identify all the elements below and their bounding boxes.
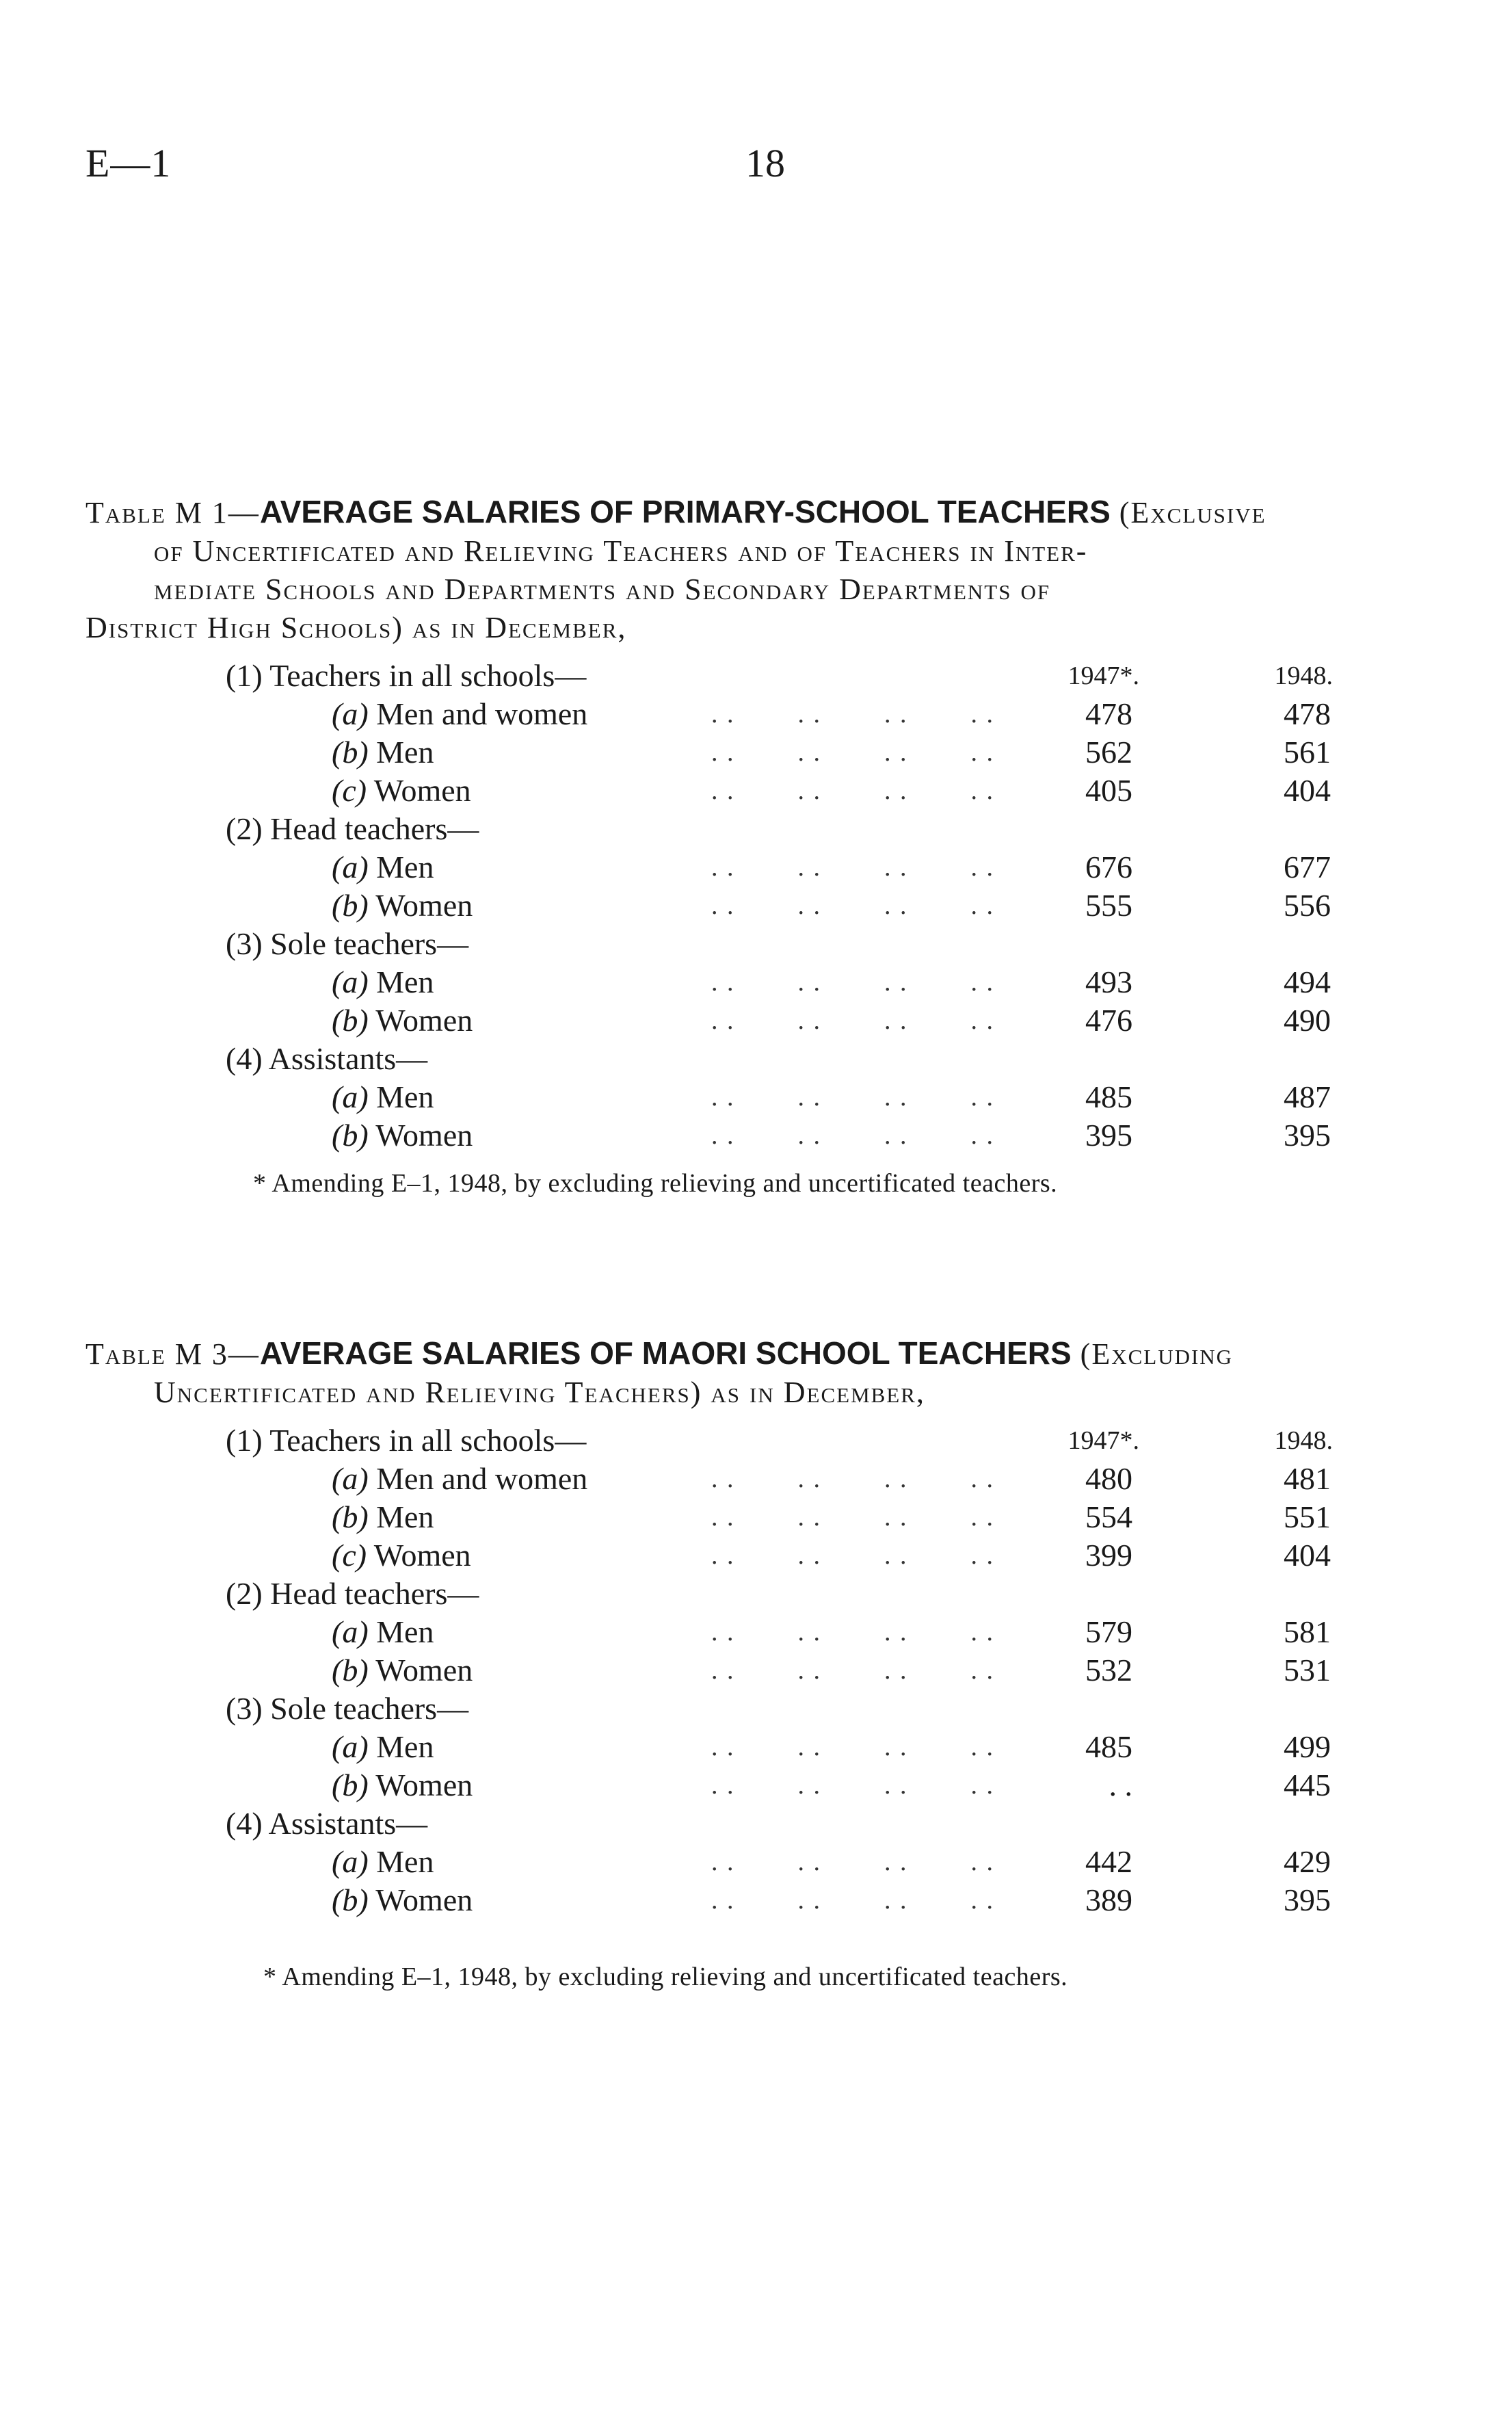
row-label-text: Women	[368, 888, 473, 923]
row-label	[332, 1078, 434, 1116]
row-label	[332, 887, 473, 925]
table-row	[0, 1498, 1512, 1536]
leader-dots: . . . . . . . .	[711, 853, 994, 882]
leader-dots: . . . . . . . .	[711, 1656, 994, 1685]
table-row	[0, 1881, 1512, 1919]
table-row	[0, 772, 1512, 810]
caption-heading: AVERAGE SALARIES OF MAORI SCHOOL TEACHERS	[259, 1335, 1072, 1371]
column-header-1948: 1948.	[1274, 1426, 1333, 1455]
leader-dots: . . . . . . . .	[711, 1503, 994, 1532]
row-marker: (a)	[332, 1844, 369, 1879]
value-1947: 478	[1085, 696, 1132, 731]
row-label-text: Women	[368, 1003, 473, 1038]
row-label	[332, 733, 434, 772]
caption-line: District High Schools) as in December,	[85, 611, 627, 644]
table-m1-caption	[85, 493, 1446, 647]
leader-dots: . . . . . . . .	[711, 1618, 994, 1646]
page-number: 18	[745, 141, 785, 185]
table-row	[0, 1460, 1512, 1498]
row-label-text: Men	[368, 1729, 434, 1764]
row-label	[332, 1536, 471, 1575]
row-label-text: Women	[368, 1882, 473, 1917]
row-label	[332, 1881, 473, 1919]
table-row	[0, 733, 1512, 772]
value-1948: 561	[1284, 735, 1331, 770]
table-row	[0, 963, 1512, 1001]
row-label: (2) Head teachers—	[226, 1576, 479, 1611]
value-1947: 395	[1085, 1118, 1132, 1153]
row-label: (4) Assistants—	[226, 1041, 428, 1076]
row-label: (3) Sole teachers—	[226, 1691, 469, 1726]
table-m3-footnote: * Amending E–1, 1948, by excluding relieving and uncertificated teachers.	[263, 1962, 1068, 1991]
table-m3-rows	[0, 1421, 1512, 1919]
row-label	[332, 848, 434, 887]
table-m3	[0, 1334, 1512, 1993]
value-1947: 405	[1085, 773, 1132, 808]
leader-dots: . . . . . . . .	[711, 968, 994, 997]
value-1948: 487	[1284, 1079, 1331, 1114]
table-m3-caption	[85, 1334, 1446, 1412]
value-1947: 676	[1085, 850, 1132, 884]
table-row	[0, 1421, 1512, 1460]
table-row	[0, 1690, 1512, 1728]
table-row	[0, 810, 1512, 848]
row-label: (3) Sole teachers—	[226, 926, 469, 961]
caption-text: (Excluding	[1071, 1337, 1234, 1371]
row-label	[332, 1613, 434, 1651]
table-row	[0, 925, 1512, 963]
row-marker: (a)	[332, 850, 369, 884]
row-marker: (a)	[332, 964, 369, 999]
leader-dots: . . . . . . . .	[711, 1121, 994, 1150]
leader-dots: . . . . . . . .	[711, 776, 994, 805]
caption-prefix: Table M 1—	[85, 496, 260, 529]
row-label-text: Women	[368, 1653, 473, 1688]
leader-dots: . . . . . . . .	[711, 1733, 994, 1761]
value-1948: 490	[1284, 1003, 1331, 1038]
table-row	[0, 1078, 1512, 1116]
document-reference: E—1	[85, 141, 172, 185]
table-row	[0, 1040, 1512, 1078]
row-label-text: Men and women	[368, 696, 588, 731]
row-marker: (b)	[332, 735, 369, 770]
value-1947: 485	[1085, 1079, 1132, 1114]
leader-dots: . . . . . . . .	[711, 1083, 994, 1112]
row-label-text: Men and women	[368, 1461, 588, 1496]
row-marker: (a)	[332, 696, 369, 731]
row-marker: (b)	[332, 888, 369, 923]
row-label: (4) Assistants—	[226, 1806, 428, 1841]
row-marker: (b)	[332, 1118, 369, 1153]
value-1947: 562	[1085, 735, 1132, 770]
row-label-text: Women	[368, 1118, 473, 1153]
table-row	[0, 1843, 1512, 1881]
row-marker: (b)	[332, 1653, 369, 1688]
table-row	[0, 1613, 1512, 1651]
table-row	[0, 1001, 1512, 1040]
table-row	[0, 1651, 1512, 1690]
row-label-text: Men	[368, 1499, 434, 1534]
table-row	[0, 1728, 1512, 1766]
value-1947: 399	[1085, 1538, 1132, 1573]
row-label-text: Men	[368, 850, 434, 884]
row-label	[332, 1116, 473, 1155]
row-label	[332, 1766, 473, 1804]
value-1948: 531	[1284, 1653, 1331, 1688]
row-label-text: Men	[368, 1614, 434, 1649]
value-1948: 395	[1284, 1882, 1331, 1917]
row-label-text: Men	[368, 735, 434, 770]
value-1948: 404	[1284, 1538, 1331, 1573]
row-marker: (b)	[332, 1003, 369, 1038]
row-marker: (c)	[332, 773, 367, 808]
caption-line: of Uncertificated and Relieving Teachers and of Teachers in Inter-	[154, 534, 1088, 568]
value-1948: 395	[1284, 1118, 1331, 1153]
row-label	[332, 963, 434, 1001]
row-label-text: Men	[368, 1079, 434, 1114]
leader-dots: . . . . . . . .	[711, 1771, 994, 1800]
table-row	[0, 887, 1512, 925]
row-marker: (a)	[332, 1461, 369, 1496]
row-label-text: Women	[368, 1768, 473, 1802]
value-1948: 481	[1284, 1461, 1331, 1496]
value-1948: 581	[1284, 1614, 1331, 1649]
table-row	[0, 1116, 1512, 1155]
row-label	[332, 1651, 473, 1690]
table-m1	[0, 493, 1512, 1200]
leader-dots: . . . . . . . .	[711, 1541, 994, 1570]
value-1948: 556	[1284, 888, 1331, 923]
row-marker: (a)	[332, 1079, 369, 1114]
page-header	[0, 0, 1512, 205]
value-1948: 429	[1284, 1844, 1331, 1879]
table-m1-footnote: * Amending E–1, 1948, by excluding relieving and uncertificated teachers.	[253, 1169, 1058, 1198]
table-row	[0, 657, 1512, 695]
value-1947: 493	[1085, 964, 1132, 999]
leader-dots: . . . . . . . .	[711, 1006, 994, 1035]
value-1947: 442	[1085, 1844, 1132, 1879]
value-1947: 476	[1085, 1003, 1132, 1038]
value-1948: 499	[1284, 1729, 1331, 1764]
table-row	[0, 1536, 1512, 1575]
value-1948: 404	[1284, 773, 1331, 808]
column-header-1947: 1947*.	[1067, 1426, 1139, 1455]
value-1948: 445	[1284, 1768, 1331, 1802]
leader-dots: . . . . . . . .	[711, 1886, 994, 1915]
row-marker: (b)	[332, 1882, 369, 1917]
row-label	[332, 772, 471, 810]
leader-dots: . . . . . . . .	[711, 738, 994, 767]
table-m1-rows	[0, 657, 1512, 1155]
table-row	[0, 1575, 1512, 1613]
caption-line	[85, 493, 1446, 532]
leader-dots: . . . . . . . .	[711, 891, 994, 920]
row-label-text: Women	[367, 773, 471, 808]
table-row	[0, 848, 1512, 887]
row-marker: (a)	[332, 1614, 369, 1649]
row-label	[332, 1843, 434, 1881]
value-1948: 551	[1284, 1499, 1331, 1534]
leader-dots: . . . . . . . .	[711, 1848, 994, 1876]
value-1947: 389	[1085, 1882, 1132, 1917]
value-1947: 532	[1085, 1653, 1132, 1688]
value-1948: 677	[1284, 850, 1331, 884]
caption-line	[85, 1334, 1446, 1374]
value-1948: 478	[1284, 696, 1331, 731]
table-row	[0, 695, 1512, 733]
caption-text: (Exclusive	[1110, 496, 1266, 529]
row-label	[332, 1460, 587, 1498]
value-1947: 480	[1085, 1461, 1132, 1496]
value-1947: 579	[1085, 1614, 1132, 1649]
row-label	[332, 1728, 434, 1766]
row-marker: (b)	[332, 1499, 369, 1534]
row-label: (1) Teachers in all schools—	[226, 1423, 587, 1458]
leader-dots: . . . . . . . .	[711, 1465, 994, 1493]
value-1947: . .	[1109, 1768, 1132, 1802]
row-label	[332, 1001, 473, 1040]
row-label-text: Women	[367, 1538, 471, 1573]
row-label	[332, 695, 587, 733]
value-1947: 555	[1085, 888, 1132, 923]
row-label: (2) Head teachers—	[226, 811, 479, 846]
row-marker: (a)	[332, 1729, 369, 1764]
value-1948: 494	[1284, 964, 1331, 999]
table-row	[0, 1766, 1512, 1804]
column-header-1947: 1947*.	[1067, 661, 1139, 690]
value-1947: 554	[1085, 1499, 1132, 1534]
caption-heading: AVERAGE SALARIES OF PRIMARY-SCHOOL TEACHERS	[259, 494, 1111, 529]
row-marker: (b)	[332, 1768, 369, 1802]
caption-line: mediate Schools and Departments and Secondary Departments of	[154, 573, 1051, 606]
row-label-text: Men	[368, 1844, 434, 1879]
caption-line: Uncertificated and Relieving Teachers) as in December,	[154, 1376, 925, 1409]
value-1947: 485	[1085, 1729, 1132, 1764]
row-label: (1) Teachers in all schools—	[226, 658, 587, 693]
caption-prefix: Table M 3—	[85, 1337, 260, 1371]
leader-dots: . . . . . . . .	[711, 700, 994, 728]
table-row	[0, 1804, 1512, 1843]
row-marker: (c)	[332, 1538, 367, 1573]
row-label	[332, 1498, 434, 1536]
row-label-text: Men	[368, 964, 434, 999]
column-header-1948: 1948.	[1274, 661, 1333, 690]
